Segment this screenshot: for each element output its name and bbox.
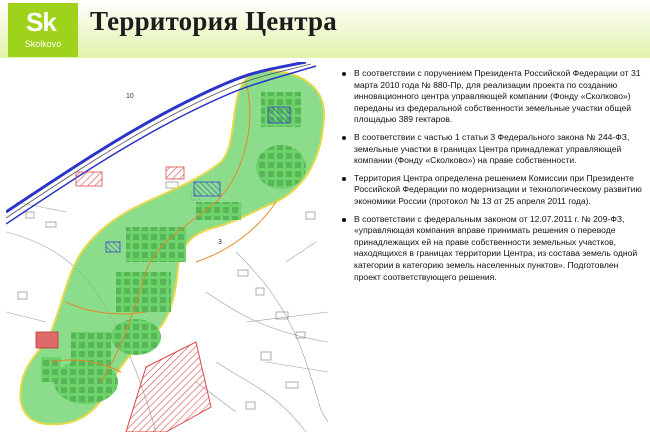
bullet-dot-icon — [342, 218, 346, 222]
bullet-dot-icon — [342, 177, 346, 181]
bullet-text: В соответствии с частью 1 статьи 3 Федерального закона № 244-ФЗ, земельные участки в границах Центра принадлежат управляющей компании (Фонду «Сколково») на праве собственности. — [354, 131, 630, 166]
bullet-item — [340, 132, 642, 167]
logo-mark: Sk — [26, 7, 56, 37]
territory-map-svg — [6, 62, 328, 432]
bullet-text: В соответствии с федеральным законом от 12.07.2011 г. № 209-ФЗ, «управляющая компания вправе принимать решения о переводе принадлежащих ей на праве собственности земельных участков, находящихся в границах территории Центра, из состава земель одной категории в категорию земель населенных пунктов». Подготовлен проект соответствующего решения. — [354, 213, 638, 282]
slide-title: Территория Центра — [90, 6, 337, 36]
plot-label: 3 — [218, 239, 222, 246]
bullet-text: В соответствии с поручением Президента Российской Федерации от 31 марта 2010 года № 880-Пр, для реализации проекта по созданию инновационного центра управляющей компании (Фонду «Сколково») переданы из федеральной собственности земельные участки общей площадью 389 гектаров. — [354, 68, 641, 125]
plot-label: 10 — [126, 93, 134, 100]
text-content — [340, 68, 642, 289]
bullet-item — [340, 68, 642, 126]
bullet-item — [340, 173, 642, 208]
bullet-list — [340, 68, 642, 283]
territory-map — [6, 62, 328, 432]
bullet-item — [340, 214, 642, 284]
logo-wordmark: Skolkovo — [24, 39, 62, 49]
bullet-dot-icon — [342, 72, 346, 76]
bullet-dot-icon — [342, 136, 346, 140]
skolkovo-logo — [8, 3, 78, 57]
bullet-text: Территория Центра определена решением Комиссии при Президенте Российской Федерации по модернизации и технологическому развитию экономики России (протокол № 13 от 25 апреля 2011 года). — [354, 172, 642, 206]
